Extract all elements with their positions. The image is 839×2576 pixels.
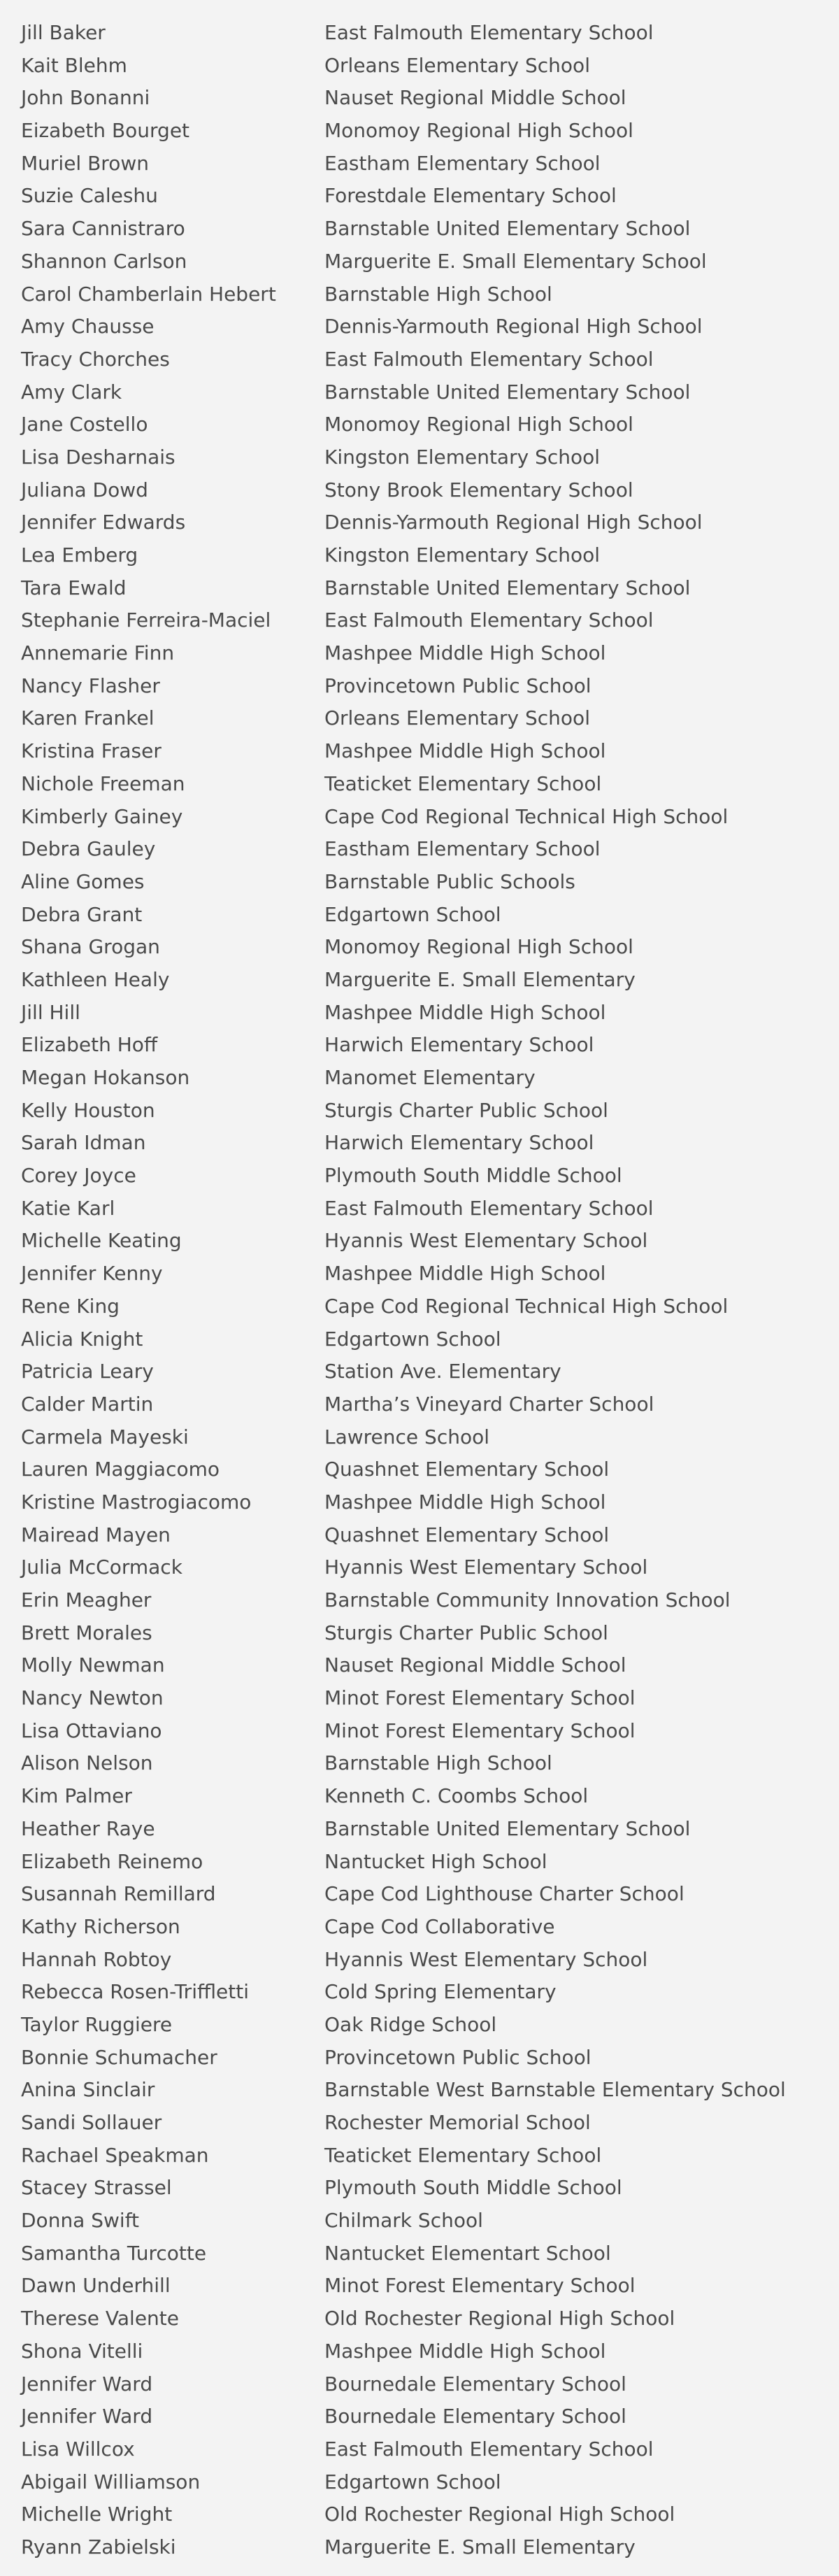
school-name: Mashpee Middle High School xyxy=(324,739,606,763)
teacher-name: Sarah Idman xyxy=(21,1131,146,1155)
school-name: Barnstable United Elementary School xyxy=(324,380,691,404)
roster-row xyxy=(0,1225,839,1258)
school-name: Lawrence School xyxy=(324,1425,490,1449)
school-name: Minot Forest Elementary School xyxy=(324,1686,636,1710)
roster-row xyxy=(0,2205,839,2237)
teacher-name: Brett Morales xyxy=(21,1621,152,1644)
roster-row xyxy=(0,931,839,964)
school-name: Harwich Elementary School xyxy=(324,1033,594,1057)
teacher-name: Kelly Houston xyxy=(21,1098,155,1122)
school-name: Quashnet Elementary School xyxy=(324,1523,610,1546)
school-name: Barnstable United Elementary School xyxy=(324,576,691,599)
school-name: Sturgis Charter Public School xyxy=(324,1621,608,1644)
teacher-name: Calder Martin xyxy=(21,1392,154,1416)
teacher-name: Jennifer Ward xyxy=(21,2372,153,2396)
school-name: Harwich Elementary School xyxy=(324,1131,594,1155)
teacher-name: Kathy Richerson xyxy=(21,1914,180,1938)
roster-row xyxy=(0,2531,839,2564)
school-name: Quashnet Elementary School xyxy=(324,1458,610,1481)
teacher-name: Elizabeth Hoff xyxy=(21,1033,158,1057)
roster-list xyxy=(0,17,839,2564)
roster-row xyxy=(0,1453,839,1486)
teacher-name: Jennifer Kenny xyxy=(21,1262,163,1286)
roster-row xyxy=(0,1911,839,1944)
roster-row xyxy=(0,376,839,409)
teacher-name: Tracy Chorches xyxy=(21,347,170,371)
roster-row xyxy=(0,997,839,1030)
roster-row xyxy=(0,1095,839,1127)
school-name: East Falmouth Elementary School xyxy=(324,21,654,44)
roster-row xyxy=(0,2466,839,2499)
school-name: Martha’s Vineyard Charter School xyxy=(324,1392,654,1416)
school-name: Mashpee Middle High School xyxy=(324,641,606,665)
school-name: Nantucket High School xyxy=(324,1849,547,1873)
school-name: Marguerite E. Small Elementary School xyxy=(324,249,707,273)
teacher-name: Alicia Knight xyxy=(21,1327,143,1351)
teacher-name: Shana Grogan xyxy=(21,935,160,959)
teacher-name: Tara Ewald xyxy=(21,576,127,599)
teacher-name: Sandi Sollauer xyxy=(21,2111,162,2134)
teacher-name: Lauren Maggiacomo xyxy=(21,1458,220,1481)
roster-row xyxy=(0,2237,839,2270)
roster-row xyxy=(0,82,839,115)
school-name: Mashpee Middle High School xyxy=(324,2339,606,2363)
roster-row xyxy=(0,1290,839,1323)
teacher-name: Jennifer Edwards xyxy=(21,511,186,534)
school-name: Eastham Elementary School xyxy=(324,151,601,175)
teacher-name: Muriel Brown xyxy=(21,151,149,175)
school-name: Dennis-Yarmouth Regional High School xyxy=(324,511,703,534)
roster-row xyxy=(0,2498,839,2531)
school-name: East Falmouth Elementary School xyxy=(324,609,654,632)
school-name: East Falmouth Elementary School xyxy=(324,347,654,371)
roster-row xyxy=(0,1355,839,1388)
teacher-name: Alison Nelson xyxy=(21,1751,153,1775)
teacher-name: Nancy Flasher xyxy=(21,674,160,697)
teacher-name: Hannah Robtoy xyxy=(21,1947,172,1971)
teacher-name: Therese Valente xyxy=(21,2307,180,2331)
teacher-name: Shona Vitelli xyxy=(21,2339,143,2363)
roster-row xyxy=(0,50,839,83)
teacher-name: Molly Newman xyxy=(21,1653,165,1677)
roster-row xyxy=(0,213,839,245)
school-name: Provincetown Public School xyxy=(324,674,591,697)
school-name: Cold Spring Elementary xyxy=(324,1980,557,2004)
teacher-name: Sara Cannistraro xyxy=(21,217,185,241)
teacher-name: Amy Chausse xyxy=(21,315,155,339)
teacher-name: Debra Gauley xyxy=(21,837,156,861)
school-name: Nauset Regional Middle School xyxy=(324,86,626,110)
roster-row xyxy=(0,2433,839,2466)
school-name: Barnstable Community Innovation School xyxy=(324,1588,731,1611)
school-name: Edgartown School xyxy=(324,2470,501,2493)
roster-row xyxy=(0,1747,839,1780)
school-name: Bournedale Elementary School xyxy=(324,2372,626,2396)
roster-row xyxy=(0,2368,839,2401)
roster-row xyxy=(0,1388,839,1421)
roster-row xyxy=(0,245,839,278)
school-name: Cape Cod Lighthouse Charter School xyxy=(324,1882,684,1906)
roster-row xyxy=(0,964,839,997)
roster-row xyxy=(0,17,839,50)
teacher-name: Kait Blehm xyxy=(21,53,127,77)
teacher-name: Elizabeth Reinemo xyxy=(21,1849,203,1873)
school-name: Teaticket Elementary School xyxy=(324,771,602,795)
roster-row xyxy=(0,604,839,637)
teacher-name: Amy Clark xyxy=(21,380,122,404)
teacher-name: Katie Karl xyxy=(21,1196,115,1220)
roster-row xyxy=(0,506,839,539)
roster-row xyxy=(0,1519,839,1552)
school-name: Orleans Elementary School xyxy=(324,706,590,730)
roster-row xyxy=(0,441,839,474)
teacher-name: Suzie Caleshu xyxy=(21,184,158,208)
roster-row xyxy=(0,1323,839,1356)
school-name: Manomet Elementary xyxy=(324,1066,536,1089)
teacher-name: Bonnie Schumacher xyxy=(21,2045,217,2069)
teacher-name: Nancy Newton xyxy=(21,1686,164,1710)
school-name: Edgartown School xyxy=(324,902,501,926)
roster-row xyxy=(0,311,839,343)
school-name: Plymouth South Middle School xyxy=(324,2176,622,2200)
school-name: Hyannis West Elementary School xyxy=(324,1229,648,1253)
roster-row xyxy=(0,1649,839,1682)
roster-row xyxy=(0,801,839,834)
teacher-name: Debra Grant xyxy=(21,902,143,926)
school-name: Nantucket Elementart School xyxy=(324,2241,611,2265)
teacher-name: Corey Joyce xyxy=(21,1164,136,1188)
teacher-name: Shannon Carlson xyxy=(21,249,187,273)
roster-row xyxy=(0,1029,839,1062)
teacher-name: Mairead Mayen xyxy=(21,1523,171,1546)
school-name: Nauset Regional Middle School xyxy=(324,1653,626,1677)
roster-row xyxy=(0,2335,839,2368)
teacher-name: Juliana Dowd xyxy=(21,478,148,501)
roster-row xyxy=(0,768,839,801)
school-name: Monomoy Regional High School xyxy=(324,413,633,436)
roster-row xyxy=(0,866,839,899)
roster-row xyxy=(0,1551,839,1584)
teacher-name: Erin Meagher xyxy=(21,1588,152,1611)
teacher-name: Abigail Williamson xyxy=(21,2470,201,2493)
school-name: Mashpee Middle High School xyxy=(324,1490,606,1514)
roster-row xyxy=(0,1715,839,1748)
teacher-name: Lea Emberg xyxy=(21,543,138,567)
roster-row xyxy=(0,833,839,866)
roster-row xyxy=(0,899,839,932)
roster-row xyxy=(0,148,839,180)
roster-row xyxy=(0,180,839,213)
teacher-name: Rachael Speakman xyxy=(21,2143,209,2167)
teacher-name: Lisa Ottaviano xyxy=(21,1718,162,1742)
school-name: Chilmark School xyxy=(324,2209,483,2233)
roster-row xyxy=(0,1584,839,1617)
school-name: Kingston Elementary School xyxy=(324,445,601,469)
school-name: Barnstable High School xyxy=(324,282,552,306)
school-name: Cape Cod Regional Technical High School xyxy=(324,1294,729,1318)
roster-row xyxy=(0,735,839,768)
roster-row xyxy=(0,1780,839,1813)
teacher-name: Kimberly Gainey xyxy=(21,804,183,828)
roster-row xyxy=(0,115,839,148)
school-name: Monomoy Regional High School xyxy=(324,935,633,959)
teacher-name: Taylor Ruggiere xyxy=(21,2012,173,2036)
roster-row xyxy=(0,2009,839,2042)
teacher-name: Jane Costello xyxy=(21,413,148,436)
school-name: Mashpee Middle High School xyxy=(324,1262,606,1286)
teacher-name: Kristine Mastrogiacomo xyxy=(21,1490,252,1514)
roster-row xyxy=(0,1421,839,1454)
roster-row xyxy=(0,408,839,441)
teacher-name: Annemarie Finn xyxy=(21,641,175,665)
school-name: Monomoy Regional High School xyxy=(324,119,633,143)
school-name: Edgartown School xyxy=(324,1327,501,1351)
roster-row xyxy=(0,2140,839,2172)
school-name: Kenneth C. Coombs School xyxy=(324,1784,589,1808)
roster-row xyxy=(0,1160,839,1193)
roster-row xyxy=(0,1878,839,1911)
teacher-name: Kristina Fraser xyxy=(21,739,162,763)
roster-row xyxy=(0,1813,839,1846)
roster-row xyxy=(0,343,839,376)
school-name: Marguerite E. Small Elementary xyxy=(324,2535,636,2559)
school-name: Orleans Elementary School xyxy=(324,53,590,77)
school-name: Barnstable United Elementary School xyxy=(324,217,691,241)
roster-row xyxy=(0,474,839,507)
roster-row xyxy=(0,1193,839,1225)
teacher-name: Stacey Strassel xyxy=(21,2176,172,2200)
school-name: Hyannis West Elementary School xyxy=(324,1556,648,1579)
roster-row xyxy=(0,637,839,670)
school-name: Bournedale Elementary School xyxy=(324,2405,626,2428)
school-name: Old Rochester Regional High School xyxy=(324,2503,675,2526)
school-name: Teaticket Elementary School xyxy=(324,2143,602,2167)
school-name: East Falmouth Elementary School xyxy=(324,2437,654,2461)
school-name: Barnstable High School xyxy=(324,1751,552,1775)
teacher-name: John Bonanni xyxy=(21,86,150,110)
teacher-name: Susannah Remillard xyxy=(21,1882,216,1906)
teacher-name: Jill Hill xyxy=(21,1000,80,1024)
school-name: Rochester Memorial School xyxy=(324,2111,591,2134)
roster-row xyxy=(0,2042,839,2075)
roster-row xyxy=(0,539,839,572)
teacher-name: Heather Raye xyxy=(21,1816,155,1840)
school-name: Old Rochester Regional High School xyxy=(324,2307,675,2331)
roster-row xyxy=(0,2107,839,2140)
roster-row xyxy=(0,702,839,735)
roster-row xyxy=(0,1127,839,1160)
school-name: Minot Forest Elementary School xyxy=(324,2274,636,2298)
school-name: Barnstable Public Schools xyxy=(324,869,575,893)
teacher-name: Carmela Mayeski xyxy=(21,1425,189,1449)
teacher-name: Lisa Willcox xyxy=(21,2437,135,2461)
roster-row xyxy=(0,1062,839,1095)
roster-row xyxy=(0,1846,839,1879)
teacher-name: Julia McCormack xyxy=(21,1556,182,1579)
roster-row xyxy=(0,1617,839,1650)
school-name: Mashpee Middle High School xyxy=(324,1000,606,1024)
school-name: Sturgis Charter Public School xyxy=(324,1098,608,1122)
teacher-name: Ryann Zabielski xyxy=(21,2535,176,2559)
school-name: Hyannis West Elementary School xyxy=(324,1947,648,1971)
school-name: Barnstable United Elementary School xyxy=(324,1816,691,1840)
teacher-name: Rene King xyxy=(21,1294,120,1318)
roster-row xyxy=(0,670,839,703)
school-name: Cape Cod Collaborative xyxy=(324,1914,555,1938)
school-name: Cape Cod Regional Technical High School xyxy=(324,804,729,828)
teacher-name: Eizabeth Bourget xyxy=(21,119,190,143)
teacher-name: Carol Chamberlain Hebert xyxy=(21,282,276,306)
teacher-name: Michelle Keating xyxy=(21,1229,182,1253)
teacher-name: Megan Hokanson xyxy=(21,1066,190,1089)
roster-row xyxy=(0,2172,839,2205)
roster-row xyxy=(0,2270,839,2303)
school-name: Stony Brook Elementary School xyxy=(324,478,633,501)
school-name: East Falmouth Elementary School xyxy=(324,1196,654,1220)
teacher-name: Michelle Wright xyxy=(21,2503,173,2526)
school-name: Eastham Elementary School xyxy=(324,837,601,861)
teacher-name: Lisa Desharnais xyxy=(21,445,175,469)
teacher-name: Stephanie Ferreira-Maciel xyxy=(21,609,271,632)
roster-row xyxy=(0,1486,839,1519)
teacher-name: Kim Palmer xyxy=(21,1784,132,1808)
teacher-name: Karen Frankel xyxy=(21,706,155,730)
roster-row xyxy=(0,2303,839,2335)
teacher-name: Kathleen Healy xyxy=(21,967,170,991)
teacher-name: Jennifer Ward xyxy=(21,2405,153,2428)
roster-row xyxy=(0,278,839,311)
school-name: Minot Forest Elementary School xyxy=(324,1718,636,1742)
teacher-name: Aline Gomes xyxy=(21,869,145,893)
roster-row xyxy=(0,1944,839,1977)
teacher-name: Donna Swift xyxy=(21,2209,140,2233)
teacher-name: Rebecca Rosen-Triffletti xyxy=(21,1980,250,2004)
school-name: Forestdale Elementary School xyxy=(324,184,617,208)
school-name: Station Ave. Elementary xyxy=(324,1360,561,1383)
roster-row xyxy=(0,2400,839,2433)
teacher-name: Anina Sinclair xyxy=(21,2078,155,2102)
teacher-name: Dawn Underhill xyxy=(21,2274,171,2298)
school-name: Oak Ridge School xyxy=(324,2012,497,2036)
teacher-name: Nichole Freeman xyxy=(21,771,185,795)
roster-row xyxy=(0,1682,839,1715)
roster-row xyxy=(0,1258,839,1290)
school-name: Kingston Elementary School xyxy=(324,543,601,567)
roster-row xyxy=(0,2074,839,2107)
school-name: Barnstable West Barnstable Elementary School xyxy=(324,2078,786,2102)
school-name: Provincetown Public School xyxy=(324,2045,591,2069)
roster-row xyxy=(0,572,839,605)
roster-row xyxy=(0,1976,839,2009)
school-name: Marguerite E. Small Elementary xyxy=(324,967,636,991)
teacher-name: Jill Baker xyxy=(21,21,106,44)
school-name: Plymouth South Middle School xyxy=(324,1164,622,1188)
teacher-name: Patricia Leary xyxy=(21,1360,154,1383)
teacher-name: Samantha Turcotte xyxy=(21,2241,207,2265)
school-name: Dennis-Yarmouth Regional High School xyxy=(324,315,703,339)
